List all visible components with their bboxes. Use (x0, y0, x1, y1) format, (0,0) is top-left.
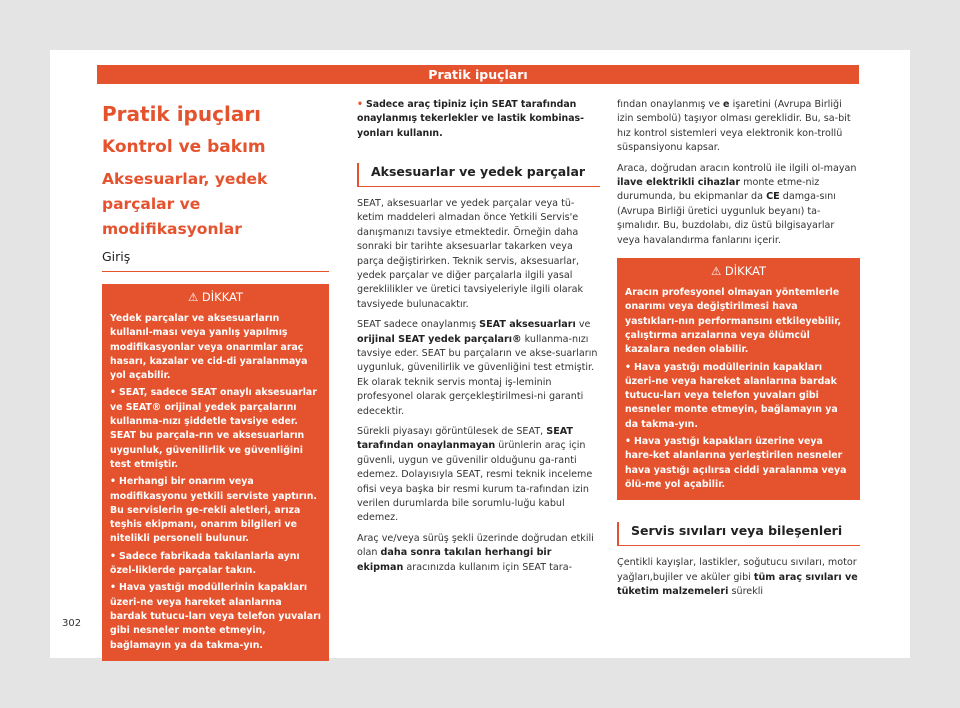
warning-item: • Hava yastığı modüllerinin kapakları üzeri-ne veya hareket alanlarına bardak tutucu-ları veya telefon yuvaları gibi nesneler monte etmeyin, bağlamayın ya da takma-yın. (625, 361, 838, 430)
ce-mark-icon: CE (766, 191, 780, 203)
warning-item: • Herhangi bir onarım veya modifikasyonu yetkili serviste yaptırın. Bu servislerin ge-rekli aletleri, arıza teşhis ekipmanı, onarım bilgileri ve nitelikli personeli bulunur. (110, 476, 317, 545)
warning-intro: Yedek parçalar ve aksesuarların kullanıl-ması veya yanlış yapılmış modifikasyonlar veya onarımlar araç hasarı, kazalar ve cid-di yaralanmaya yol açabilir. (110, 313, 308, 382)
paragraph: Araca, doğrudan aracın kontrolü ile ilgili ol-mayan ilave elektrikli cihazlar monte etme-niz durumunda, bu ekipmanlar da CE damga-sını (Avrupa Birliği üretici uygunluk beyanı) ta-şımalıdır. Bu, buzdolabı, diz üstü bilgisayarlar veya havalandırma fanlarını içerir. (617, 162, 857, 246)
warning-heading: DİKKAT (724, 264, 767, 279)
warning-intro: Aracın profesyonel olmayan yöntemlerle onarımı veya değiştirilmesi hava yastıkları-nın performansını etkileyebilir, çalıştırma arızalarına veya ölümcül kazalara neden olabilir. (625, 287, 842, 356)
column-1 (102, 98, 329, 661)
warning-header (102, 284, 329, 309)
warning-body (617, 283, 860, 500)
paragraph: Çentikli kayışlar, lastikler, soğutucu sıvıları, motor yağları,bujiler ve aküler gibi tüm araç sıvıları ve tüketim malzemeleri sürekli (617, 557, 858, 598)
warning-body (102, 309, 329, 661)
heading-level-2: Kontrol ve bakım (102, 137, 266, 157)
bullet-icon: • (625, 436, 631, 448)
bullet-icon: • (110, 387, 116, 399)
paragraph: SEAT, aksesuarlar ve yedek parçalar veya tü-ketim maddeleri almadan önce Yetkili Servis'e danışmanızı tavsiye etmektedir. Örneğin daha sonraki bir tarihte aksesuarlar takarken veya parça değiştirirken. Teknik servis, aksesuarlar, yedek parçalar ve diğer parçalarla ilgili yasal gereklilikler ve üretici tavsiyeleriyle ilgili olarak tavsiyede bulunacaktır. (357, 197, 584, 310)
warning-triangle-icon: ⚠ (187, 290, 199, 304)
warning-heading: DİKKAT (201, 290, 244, 304)
warning-item: • SEAT, sadece SEAT onaylı aksesuarlar ve SEAT® orijinal yedek parçalarını kullanma-nızı şiddetle tavsiye eder. SEAT bu parçala-rın ve aksesuarların uygunluk, güvenilirlik ve güvenliğini test etmiştir. (110, 387, 317, 470)
column-3 (617, 98, 860, 605)
page-number: 302 (62, 618, 82, 629)
column-2 (357, 98, 600, 581)
bullet-icon: • (110, 550, 116, 562)
section-title: Servis sıvıları veya bileşenleri (617, 522, 860, 546)
paragraph: Sürekli piyasayı görüntülesek de SEAT, SEAT tarafından onaylanmayan ürünlerin araç için güvenli, uygun ve güvenilir olduğunu ga-ranti edemez. Dolayısıyla SEAT, resmi teknik inceleme ofisi veya başka bir resmi kurum ta-rafından izin verilen durumlarda bile sorumlu-luğu kabul edemez. (357, 425, 593, 524)
bullet-icon: • (110, 582, 116, 594)
warning-item: • Sadece fabrikada takılanlarla aynı özel-liklerde parçalar takın. (110, 550, 300, 577)
warning-box (102, 284, 329, 661)
bullet-item: • Sadece araç tipiniz için SEAT tarafından onaylanmış tekerlekler ve lastik kombinas-yonları kullanın. (357, 99, 585, 139)
warning-header (617, 258, 860, 283)
bullet-icon: • (357, 99, 363, 110)
warning-box (617, 258, 860, 500)
warning-item: • Hava yastığı modüllerinin kapakları üzeri-ne veya hareket alanlarına bardak tutucu-ları veya telefon yuvaları gibi nesneler monte etmeyin, bağlamayın ya da takma-yın. (110, 582, 321, 651)
bullet-icon: • (625, 361, 631, 373)
bullet-icon: • (110, 476, 116, 488)
heading-level-4: Giriş (102, 248, 329, 272)
header-title: Pratik ipuçları (428, 67, 528, 82)
section-title: Aksesuarlar ve yedek parçalar (357, 163, 600, 187)
warning-triangle-icon: ⚠ (710, 264, 722, 279)
heading-level-1: Pratik ipuçları (102, 102, 262, 126)
paragraph: SEAT sadece onaylanmış SEAT aksesuarları ve orijinal SEAT yedek parçaları® kullanma-nızı tavsiye eder. SEAT bu parçaların ve akse-suarların uygunluk, güvenilirlik ve güvenliğini test etmiştir. Ek olarak teknik servis montaj iş-leminin profesyonel olarak gerçekleştirilmesi-ni garanti edecektir. (357, 319, 598, 417)
heading-level-3: Aksesuarlar, yedek parçalar ve modifikasyonlar (102, 170, 268, 238)
warning-item: • Hava yastığı kapakları üzerine veya hare-ket alanlarına yerleştirilen nesneler hava yastığı açılırsa ciddi yaralanma veya ölü-me yol açabilir. (625, 436, 847, 490)
paragraph: fından onaylanmış ve e işaretini (Avrupa Birliği izin sembolü) taşıyor olması gereklidir. Bu, sa-bit hız kontrol sistemleri veya elektronik kon-trollü süspansiyonu kapsar. (617, 99, 851, 154)
header-bar (97, 65, 859, 84)
paragraph: Araç ve/veya sürüş şekli üzerinde doğrudan etkili olan daha sonra takılan herhangi bir ekipman aracınızda kullanım için SEAT tara- (357, 532, 594, 573)
